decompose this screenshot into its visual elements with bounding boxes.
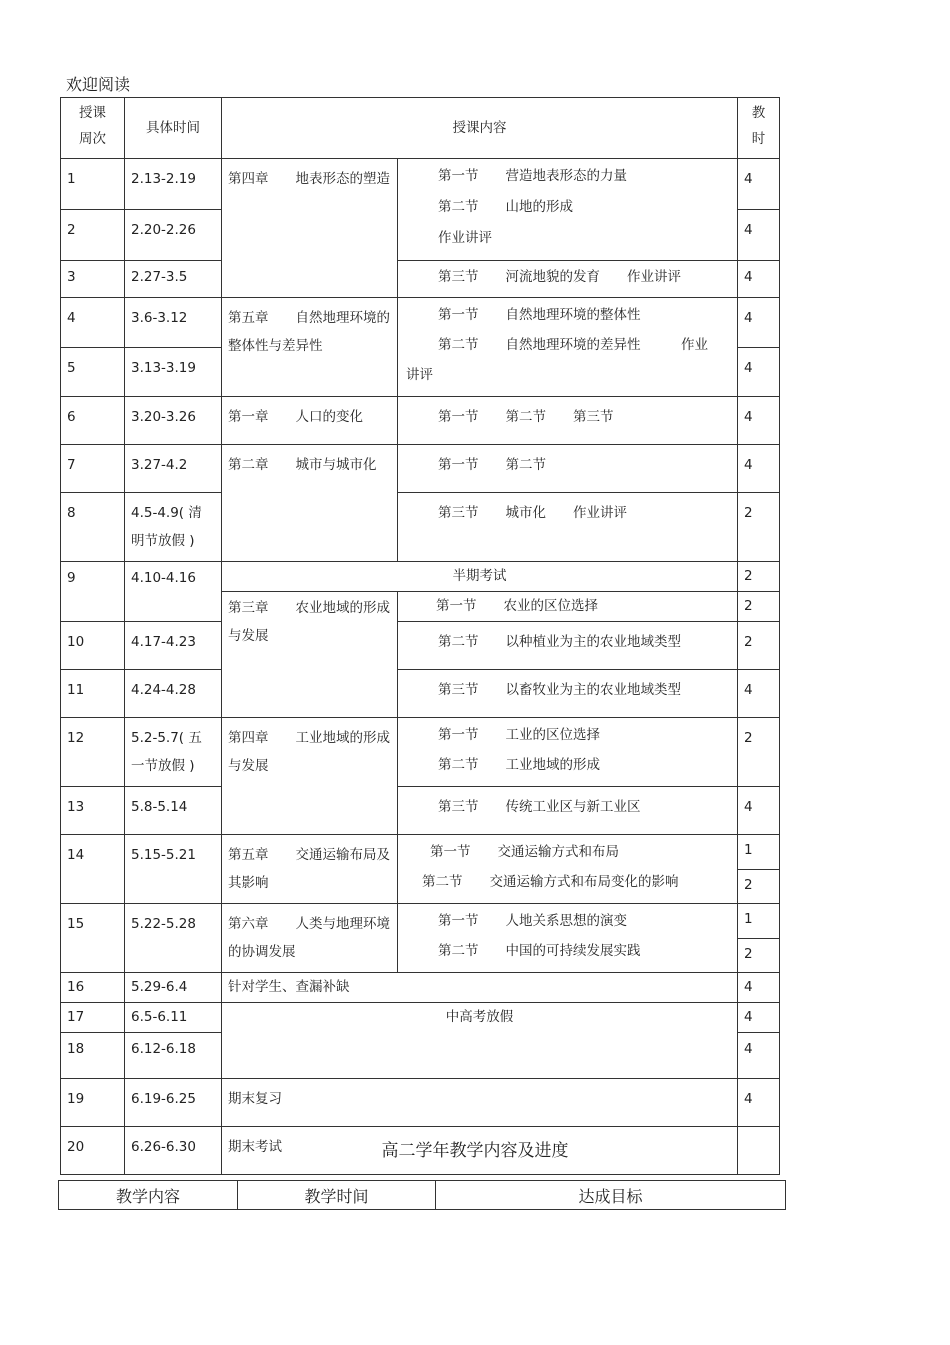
time-cell: 4.24-4.28 [125,670,222,718]
section-cell [398,835,738,904]
week-cell: 18 [61,1033,125,1079]
hours-cell: 4 [738,1033,780,1079]
time-cell: 5.22-5.28 [125,904,222,973]
table-row [61,562,780,592]
time-cell: 3.20-3.26 [125,397,222,445]
chapter-cell: 第三章 农业地域的形成与发展 [222,592,398,718]
time-cell: 4.10-4.16 [125,562,222,622]
table-row [61,973,780,1003]
week-cell: 20 [61,1127,125,1175]
section-line: 第二节 以种植业为主的农业地域类型 [438,634,681,650]
table-row [61,670,780,718]
week-cell: 10 [61,622,125,670]
week-cell: 6 [61,397,125,445]
section-line: 第一节 第二节 [438,457,546,473]
table-row [61,261,780,298]
time-cell: 3.6-3.12 [125,298,222,348]
week-cell: 19 [61,1079,125,1127]
section-line: 第二节 工业地域的形成 [438,757,600,773]
section-cell [398,445,738,493]
hours-cell: 2 [738,622,780,670]
hours-cell: 4 [738,787,780,835]
header-content: 授课内容 [222,98,738,159]
section-cell [398,904,738,973]
time-cell: 2.20-2.26 [125,210,222,261]
header-teaching-content: 教学内容 [59,1181,238,1210]
second-table-header-row [59,1181,786,1210]
section-line: 第三节 传统工业区与新工业区 [438,799,641,815]
section-line: 第一节 第二节 第三节 [438,409,614,425]
section-cell [398,622,738,670]
hours-cell: 1 [738,835,780,870]
header-time: 具体时间 [125,98,222,159]
chapter-cell: 第二章 城市与城市化 [222,445,398,562]
section-line: 第三节 河流地貌的发育 作业讲评 [438,269,681,285]
hours-cell: 4 [738,445,780,493]
section-line: 第一节 人地关系思想的演变 [438,913,627,929]
table-row [61,1003,780,1033]
time-cell: 6.19-6.25 [125,1079,222,1127]
section-cell [398,592,738,622]
section-line: 第二节 山地的形成 [438,199,573,215]
week-cell: 11 [61,670,125,718]
hours-cell: 2 [738,869,780,904]
time-cell: 3.27-4.2 [125,445,222,493]
midterm-exam-cell: 半期考试 [222,562,738,592]
hours-cell: 4 [738,397,780,445]
hours-cell: 1 [738,904,780,939]
week-cell: 12 [61,718,125,787]
section-line: 第二节 交通运输方式和布局变化的影响 [422,874,679,890]
header-week: 授课 周次 [61,98,125,159]
exam-break-cell: 中高考放假 [222,1003,738,1079]
time-cell: 4.5-4.9( 清明节放假 ) [125,493,222,562]
chapter-cell: 第四章 工业地域的形成与发展 [222,718,398,835]
time-cell: 3.13-3.19 [125,347,222,397]
section-cell [398,493,738,562]
section-line: 第一节 农业的区位选择 [436,598,598,614]
section-line: 第一节 自然地理环境的整体性 [438,307,641,323]
header-note: 欢迎阅读 [66,75,131,94]
week-cell: 8 [61,493,125,562]
week-cell: 2 [61,210,125,261]
section-cell [398,670,738,718]
section-cell [398,159,738,261]
time-cell: 5.29-6.4 [125,973,222,1003]
time-cell: 5.15-5.21 [125,835,222,904]
hours-cell: 2 [738,938,780,973]
hours-cell: 4 [738,670,780,718]
table-row [61,1079,780,1127]
hours-cell: 4 [738,261,780,298]
week-cell: 4 [61,298,125,348]
schedule-table [60,97,780,1175]
section-line: 第一节 交通运输方式和布局 [430,844,619,860]
week-cell: 3 [61,261,125,298]
hours-cell: 4 [738,1003,780,1033]
hours-cell: 4 [738,1079,780,1127]
section-cell [398,397,738,445]
hours-cell: 2 [738,592,780,622]
hours-cell: 4 [738,298,780,348]
chapter-cell: 第五章 交通运输布局及其影响 [222,835,398,904]
table-header-row [61,98,780,159]
hours-cell: 4 [738,159,780,210]
chapter-cell: 第四章 地表形态的塑造 [222,159,398,298]
chapter-cell: 第六章 人类与地理环境的协调发展 [222,904,398,973]
chapter-cell: 第五章 自然地理环境的整体性与差异性 [222,298,398,397]
table-row [61,298,780,348]
week-cell: 14 [61,835,125,904]
chapter-cell: 第一章 人口的变化 [222,397,398,445]
time-cell: 5.2-5.7( 五一节放假 ) [125,718,222,787]
table-row [61,493,780,562]
section-line: 第二节 自然地理环境的差异性 作业 [438,337,708,353]
time-cell: 6.12-6.18 [125,1033,222,1079]
section-cell [398,261,738,298]
time-cell: 6.26-6.30 [125,1127,222,1175]
time-cell: 2.27-3.5 [125,261,222,298]
table-row [61,718,780,787]
hours-cell: 2 [738,562,780,592]
hours-cell: 2 [738,493,780,562]
table-row [61,397,780,445]
week-cell: 16 [61,973,125,1003]
time-cell: 5.8-5.14 [125,787,222,835]
hours-cell: 4 [738,347,780,397]
section-cell [398,718,738,787]
header-goal: 达成目标 [436,1181,786,1210]
header-hours: 教 时 [738,98,780,159]
time-cell: 4.17-4.23 [125,622,222,670]
section-line: 第一节 工业的区位选择 [438,727,600,743]
second-table [58,1180,786,1210]
section-line: 第三节 城市化 作业讲评 [438,505,627,521]
week-cell: 5 [61,347,125,397]
time-cell: 6.5-6.11 [125,1003,222,1033]
week-cell: 7 [61,445,125,493]
table-row [61,835,780,870]
section-line: 作业讲评 [438,230,492,246]
hours-cell: 4 [738,973,780,1003]
week-cell: 1 [61,159,125,210]
second-table-title: 高二学年教学内容及进度 [381,1141,569,1161]
hours-cell: 2 [738,718,780,787]
section-line: 讲评 [406,367,433,383]
week-cell: 9 [61,562,125,622]
section-line: 第三节 以畜牧业为主的农业地域类型 [438,682,681,698]
table-row [61,159,780,210]
table-row [61,787,780,835]
time-cell: 2.13-2.19 [125,159,222,210]
section-cell [398,787,738,835]
header-teaching-time: 教学时间 [238,1181,436,1210]
table-row [61,622,780,670]
hours-cell: 4 [738,210,780,261]
section-cell: 针对学生、查漏补缺 [222,973,738,1003]
section-cell [398,298,738,397]
section-cell: 期末复习 [222,1079,738,1127]
section-line: 第一节 营造地表形态的力量 [438,168,627,184]
section-cell: 期末考试 [222,1127,738,1175]
section-line: 第二节 中国的可持续发展实践 [438,943,641,959]
week-cell: 13 [61,787,125,835]
table-row [61,445,780,493]
week-cell: 15 [61,904,125,973]
table-row [61,904,780,939]
week-cell: 17 [61,1003,125,1033]
